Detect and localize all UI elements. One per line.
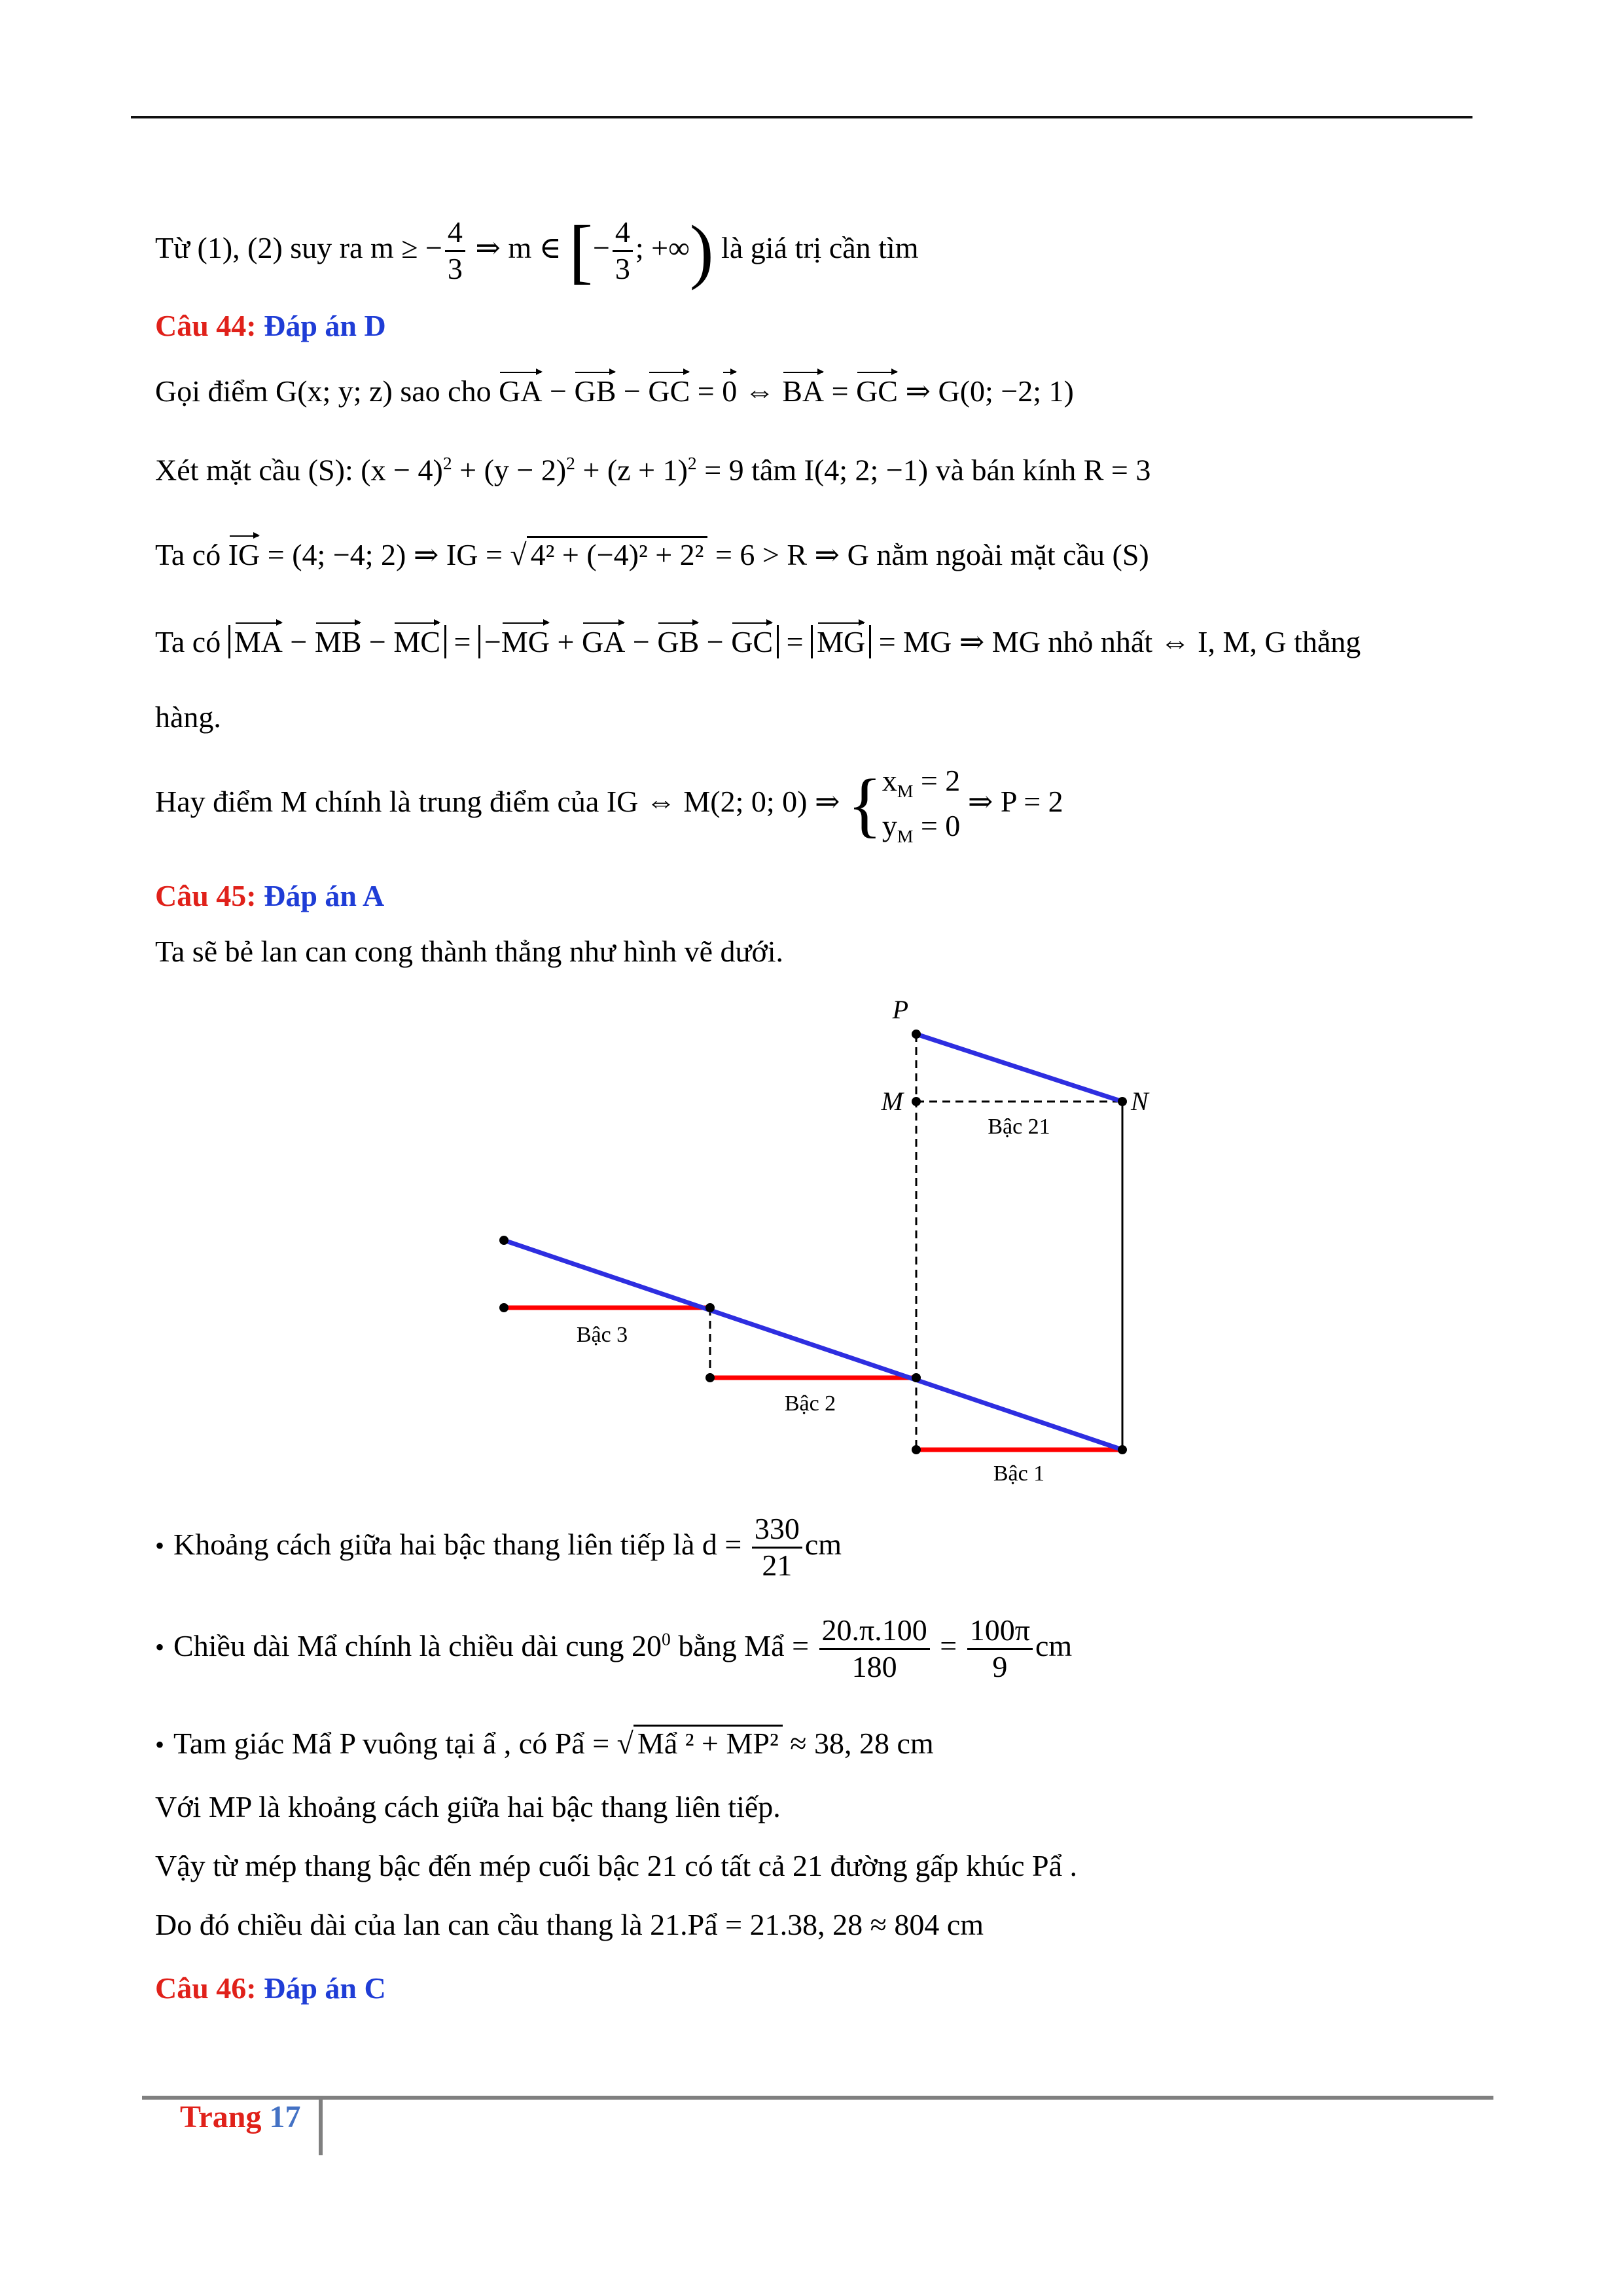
math-text: ⇒ G(0; −2; 1) [897,374,1074,408]
math-text: ≈ 38, 28 cm [782,1727,934,1760]
unit: cm [804,1527,842,1561]
subscript: M [897,781,914,802]
footer-rule [142,2096,1493,2100]
text: Tam giác Mẩ P vuông tại ẩ , có Pẩ = √ [173,1727,633,1760]
text: tâm [743,453,804,487]
exponent: 2 [442,453,452,473]
label-m: M [881,1086,903,1116]
math-text: ⇒ m ∈ [467,230,569,264]
bullet-arc-length [155,1613,1072,1685]
operator: = [779,625,812,658]
text: Ta có [155,625,228,658]
bullet: • [155,1530,165,1560]
point-m [912,1097,921,1106]
vector: MB [314,625,362,658]
point [499,1303,508,1312]
bullet: • [155,1632,165,1662]
vector: GB [657,625,700,658]
text: Gọi điểm [155,374,276,408]
math-text: = 0 [913,809,961,843]
text: Ta có [155,538,228,571]
vector: GA [581,625,626,658]
point-n [1118,1097,1127,1106]
math-text: x [882,764,897,797]
operator: + [549,625,582,658]
footer-label: Trang [180,2100,262,2134]
sqrt-content: 4² + (−4)² + 2² [527,536,708,571]
point [912,1445,921,1454]
text: G nằm ngoài mặt cầu (S) [847,538,1149,571]
operator: − [542,374,575,408]
question-46-heading [155,1971,386,2006]
vector: GC [648,374,690,408]
total-length-line [155,1908,984,1943]
question-label: Câu 45: [155,879,257,912]
bullet: • [155,1730,165,1759]
text: Ta sẽ bẻ lan can cong thành thẳng như hình vẽ dưới. [155,935,784,968]
operator: − [282,625,315,658]
vector: GA [499,374,543,408]
text: Do đó chiều dài của lan can cầu thang là 21.Pẩ = 21.38, 28 ≈ 804 cm [155,1908,984,1941]
segment-pn [916,1034,1122,1102]
denominator: 3 [615,251,630,285]
page-number: 17 [269,2100,301,2134]
numerator: 4 [445,215,465,252]
operator: − [484,625,501,658]
fraction [967,1613,1033,1685]
vector: GC [731,625,774,658]
polyline-count-line [155,1849,1077,1884]
numerator: 20.π.100 [819,1613,930,1650]
math-text: = 6 > R ⇒ [707,538,847,571]
denominator: 21 [762,1548,793,1582]
text: Hay điểm M chính là trung điểm của IG ⇔ M(2; 0; 0) ⇒ [155,784,847,818]
bullet-step-distance [155,1512,842,1583]
vector: BA [782,374,825,408]
point [1118,1445,1127,1454]
text: nhỏ nhất ⇔ I, M, G thẳng [1040,625,1361,658]
label-bac-3: Bậc 3 [576,1323,628,1347]
label-p: P [892,995,908,1024]
vector: IG [228,538,260,571]
math-text: + (y − 2) [452,453,567,487]
page-footer [180,2099,300,2135]
math-text: I(4; 2; −1) [804,453,929,487]
answer-label: Đáp án D [264,309,386,342]
text: và bán kính R = 3 [928,453,1151,487]
text: hàng. [155,700,221,734]
question-label: Câu 46: [155,1971,257,2005]
text: Khoảng cách giữa hai bậc thang liên tiếp là d = [173,1527,749,1561]
fraction [819,1613,930,1685]
vector: GC [856,374,898,408]
denominator: 3 [447,251,463,285]
bullet-right-triangle [155,1727,934,1761]
math-text: ⇒ P = 2 [960,784,1063,818]
text: là giá trị cần tìm [713,230,919,264]
math-text: − [592,230,610,264]
numerator: 330 [752,1512,802,1549]
numerator: 100π [967,1613,1033,1650]
point [705,1303,715,1312]
label-bac-2: Bậc 2 [784,1391,836,1416]
question-label: Câu 44: [155,309,257,342]
operator: = [446,625,478,658]
left-brace: { [847,764,882,845]
math-text: = (4; −4; 2) ⇒ IG = √ [260,538,527,571]
point [499,1236,508,1245]
math-text: y [882,809,897,843]
operator: − [625,625,658,658]
sqrt-content: Mẩ ² + MP² [633,1725,783,1760]
operator: ⇔ [737,374,783,408]
operator: − [699,625,732,658]
label-bac-1: Bậc 1 [993,1462,1045,1486]
vector: 0 [722,374,738,408]
vector: MA [234,625,283,658]
math-text: (S): (x − 4) [308,453,443,487]
text: Chiều dài Mẩ chính là chiều dài cung 20 [173,1628,662,1662]
point [705,1373,715,1382]
text: Với MP là khoảng cách giữa hai bậc thang liên tiếp. [155,1790,781,1823]
vector: MC [393,625,440,658]
math-text: m ≥ − [370,230,442,264]
text: Xét mặt cầu [155,453,308,487]
label-n: N [1131,1086,1149,1116]
exponent: 2 [566,453,575,473]
denominator: 180 [851,1649,897,1683]
fraction [752,1512,802,1583]
operator: = [932,1628,965,1662]
point-p [912,1030,921,1039]
unit: cm [1035,1628,1073,1662]
vector: GB [574,374,616,408]
math-text: = 9 [696,453,744,487]
right-paren: ) [689,211,714,291]
label-bac-21: Bậc 21 [988,1115,1050,1139]
vector: MG [501,625,550,658]
math-text: G(x; y; z) [275,374,393,408]
left-bracket: [ [569,211,593,291]
answer-label: Đáp án C [264,1971,386,2005]
text: bằng Mẩ = [670,1628,817,1662]
numerator: 4 [613,215,633,252]
mp-note-line [155,1790,781,1825]
subscript: M [897,826,914,847]
math-text: = MG ⇒ MG [871,625,1041,658]
footer-divider [319,2098,323,2155]
text: sao cho [392,374,499,408]
point [912,1373,921,1382]
operator: = [690,374,722,408]
math-text: ; +∞ [635,230,690,264]
vector: MG [817,625,866,658]
math-text: = 2 [913,764,961,797]
answer-label: Đáp án A [264,879,385,912]
text: Từ (1), (2) suy ra [155,230,370,264]
exponent: 0 [662,1628,671,1649]
operator: − [616,374,649,408]
operator: − [361,625,394,658]
denominator: 9 [992,1649,1008,1683]
operator: = [824,374,857,408]
exponent: 2 [687,453,697,473]
text: Vậy từ mép thang bậc đến mép cuối bậc 21 có tất cả 21 đường gấp khúc Pẩ . [155,1849,1078,1882]
math-text: + (z + 1) [575,453,688,487]
